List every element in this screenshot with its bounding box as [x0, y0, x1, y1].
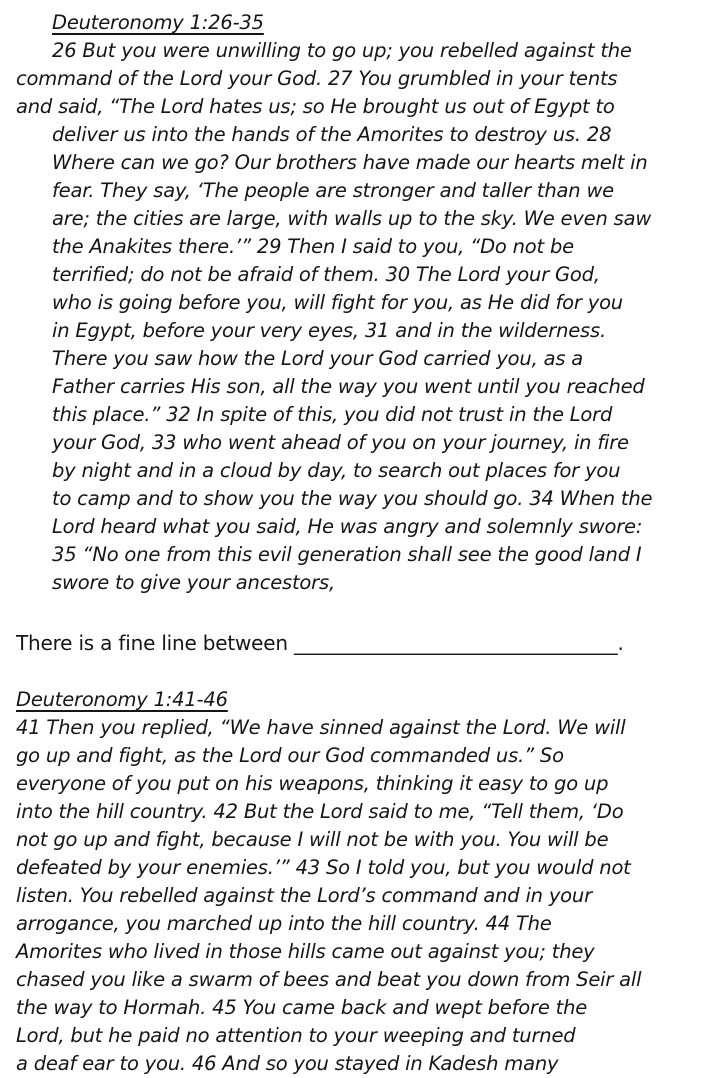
passage-line: by night and in a cloud by day, to search out places for you — [52, 459, 621, 482]
passage-line: fear. They say, ‘The people are stronger and taller than we — [52, 179, 614, 202]
passage-line: this place.” 32 In spite of this, you did not trust in the Lord — [52, 403, 613, 426]
fill-in-prompt: There is a fine line between — [16, 631, 295, 655]
passage-line: Amorites who lived in those hills came out against you; they — [16, 940, 595, 963]
passage-line: There you saw how the Lord your God carried you, as a — [52, 347, 584, 370]
passage-line: in Egypt, before your very eyes, 31 and in the wilderness. — [52, 319, 606, 342]
passage-line: listen. You rebelled against the Lord’s command and in your — [16, 884, 592, 907]
passage-line: the Anakites there.’” 29 Then I said to you, “Do not be — [52, 235, 574, 258]
passage-line: command of the Lord your God. 27 You grumbled in your tents — [16, 67, 618, 90]
passage-line: your God, 33 who went ahead of you on your journey, in fire — [52, 431, 629, 454]
fill-in-blank: _________________________________ — [294, 631, 618, 655]
passage-line: 26 But you were unwilling to go up; you rebelled against the — [52, 39, 632, 62]
passage-deuteronomy-1-26-35 — [16, 9, 704, 597]
passage-line: 41 Then you replied, “We have sinned against the Lord. We will — [16, 716, 626, 739]
passage-line: Lord, but he paid no attention to your weeping and turned — [16, 1024, 576, 1047]
passage-line: everyone of you put on his weapons, thinking it easy to go up — [16, 772, 609, 795]
passage-line: Father carries His son, all the way you went until you reached — [52, 375, 645, 398]
passage-2-heading: Deuteronomy 1:41-46 — [16, 688, 228, 711]
passage-1-heading: Deuteronomy 1:26-35 — [52, 11, 264, 34]
passage-line: to camp and to show you the way you should go. 34 When the — [52, 487, 653, 510]
passage-line: are; the cities are large, with walls up to the sky. We even saw — [52, 207, 652, 230]
passage-line: deliver us into the hands of the Amorites to destroy us. 28 — [52, 123, 612, 146]
passage-line: 35 “No one from this evil generation shall see the good land I — [52, 543, 642, 566]
passage-deuteronomy-1-41-46 — [16, 686, 704, 1078]
passage-line: the way to Hormah. 45 You came back and wept before the — [16, 996, 588, 1019]
passage-line: who is going before you, will fight for you, as He did for you — [52, 291, 623, 314]
passage-line: defeated by your enemies.’” 43 So I told you, but you would not — [16, 856, 631, 879]
passage-line: into the hill country. 42 But the Lord said to me, “Tell them, ‘Do — [16, 800, 624, 823]
fill-in-period: . — [617, 631, 624, 655]
passage-line: Where can we go? Our brothers have made our hearts melt in — [52, 151, 648, 174]
fill-in-sentence — [16, 629, 704, 657]
passage-line: go up and fight, as the Lord our God commanded us.” So — [16, 744, 564, 767]
passage-line: and said, “The Lord hates us; so He brought us out of Egypt to — [16, 95, 615, 118]
passage-line: chased you like a swarm of bees and beat you down from Seir all — [16, 968, 642, 991]
passage-line: swore to give your ancestors, — [52, 571, 335, 594]
passage-line: Lord heard what you said, He was angry and solemnly swore: — [52, 515, 643, 538]
passage-line-clipped: a deaf ear to you. 46 And so you stayed in Kadesh many — [16, 1052, 559, 1075]
passage-line: terrified; do not be afraid of them. 30 The Lord your God, — [52, 263, 600, 286]
passage-line: arrogance, you marched up into the hill country. 44 The — [16, 912, 552, 935]
passage-line: not go up and fight, because I will not be with you. You will be — [16, 828, 609, 851]
